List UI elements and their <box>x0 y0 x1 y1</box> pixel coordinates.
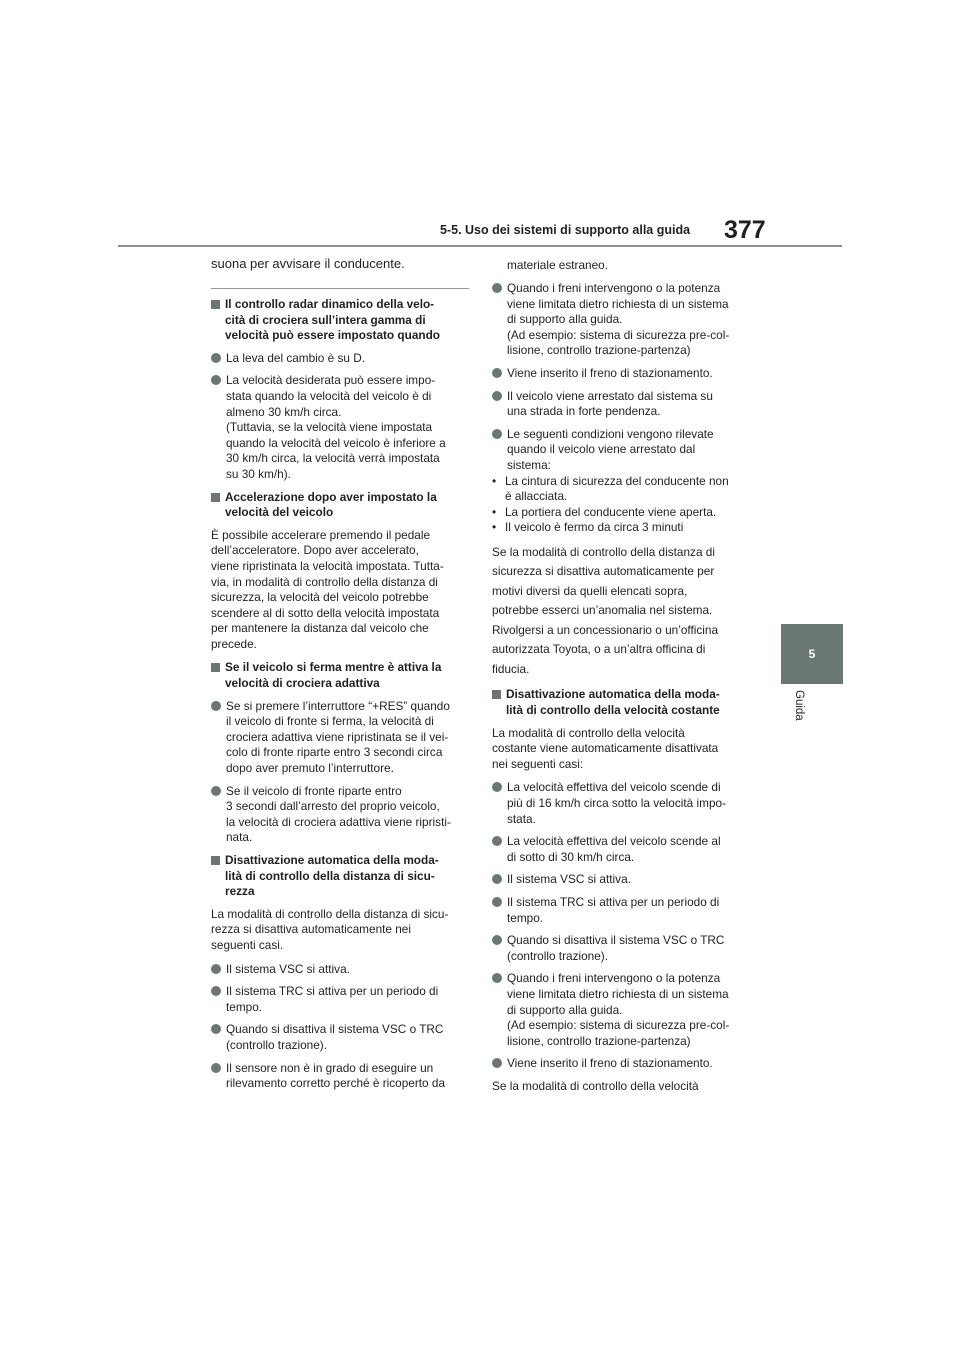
bullet-item <box>492 366 750 382</box>
chapter-tab[interactable]: 5 <box>781 624 843 684</box>
text-line: su 30 km/h). <box>226 466 291 481</box>
sub-list-item <box>492 505 750 521</box>
text-line: Viene inserito il freno di stazionamento. <box>507 1056 713 1071</box>
bullet-item <box>211 962 469 978</box>
bullet-dot-icon <box>492 935 502 945</box>
square-marker-icon <box>211 856 220 865</box>
text-line: per mantenere la distanza dal veicolo che <box>211 621 429 636</box>
text-line: precede. <box>211 636 257 651</box>
bullet-dot-icon <box>492 391 502 401</box>
text-line: di supporto alla guida. <box>507 312 623 327</box>
text-line: stata. <box>507 811 536 826</box>
text-line: tempo. <box>507 910 544 925</box>
bullet-dot-icon <box>492 782 502 792</box>
bullet-item <box>211 1061 469 1092</box>
text-line: una strada in forte pendenza. <box>507 404 661 419</box>
bullet-item <box>211 351 469 367</box>
paragraph <box>492 1079 750 1095</box>
sub-bullet-mark: • <box>492 520 497 535</box>
heading <box>492 687 750 718</box>
heading <box>211 660 469 691</box>
text-line: nata. <box>226 830 253 845</box>
bullet-dot-icon <box>492 874 502 884</box>
bullet-dot-icon <box>211 1024 221 1034</box>
text-line: La cintura di sicurezza del conducente non <box>505 473 729 488</box>
bullet-dot-icon <box>211 986 221 996</box>
text-line: rezza <box>225 884 255 899</box>
text-line: viene ripristinata la velocità impostata. Tutta- <box>211 558 444 573</box>
bullet-item <box>211 699 469 777</box>
text-line: sicurezza, la velocità del veicolo potrebbe <box>211 590 429 605</box>
text-line: la velocità di crociera adattiva viene ripristi- <box>226 814 451 829</box>
text-line: Il controllo radar dinamico della velo- <box>225 297 435 311</box>
text-line: Il sistema TRC si attiva per un periodo di <box>507 894 720 909</box>
text-line: potrebbe esserci un’anomalia nel sistema. <box>492 603 713 618</box>
bullet-dot-icon <box>492 897 502 907</box>
text-line: Rivolgersi a un concessionario o un’officina <box>492 622 719 637</box>
text-line: quando il veicolo viene arrestato dal <box>507 442 696 457</box>
text-line: di sotto di 30 km/h circa. <box>507 849 635 864</box>
text-line: Viene inserito il freno di stazionamento. <box>507 365 713 380</box>
text-line: Quando i freni intervengono o la potenza <box>507 281 721 295</box>
heading <box>211 853 469 900</box>
text-line: velocità può essere impostato quando <box>225 328 441 343</box>
text-line: cità di crociera sull’intera gamma di <box>225 312 426 327</box>
bullet-item <box>492 895 750 926</box>
text-line: 3 secondi dall’arresto del proprio veicolo, <box>226 799 440 814</box>
text-line: Il sistema VSC si attiva. <box>507 872 631 887</box>
bullet-dot-icon <box>492 836 502 846</box>
text-line: Quando si disattiva il sistema VSC o TRC <box>226 1022 444 1037</box>
bullet-item <box>492 780 750 827</box>
text-line: costante viene automaticamente disattivata <box>492 741 719 756</box>
text-line: crociera adattiva viene ripristinata se il vei- <box>226 729 449 744</box>
text-line: di supporto alla guida. <box>507 1002 623 1017</box>
text-line: lità di controllo della velocità costante <box>506 703 720 717</box>
bullet-item <box>492 427 750 474</box>
bullet-item <box>492 389 750 420</box>
text-line: dopo aver premuto l’interruttore. <box>226 761 394 776</box>
text-line: motivi diversi da quelli elencati sopra, <box>492 583 688 598</box>
paragraph <box>211 528 469 653</box>
text-line: È possibile accelerare premendo il pedale <box>211 527 431 542</box>
text-line: Se si premere l’interruttore “+RES” quando <box>226 698 450 713</box>
square-marker-icon <box>211 300 220 309</box>
bullet-dot-icon <box>492 973 502 983</box>
bullet-item <box>492 933 750 964</box>
left-column <box>211 252 469 1099</box>
bullet-dot-icon <box>211 353 221 363</box>
text-line: rezza si disattiva automaticamente nei <box>211 922 411 937</box>
text-line: La portiera del conducente viene aperta. <box>505 504 717 519</box>
text-line: La velocità effettiva del veicolo scende al <box>507 834 721 849</box>
bullet-dot-icon <box>211 1063 221 1073</box>
square-marker-icon <box>492 690 501 699</box>
text-line: colo di fronte riparte entro 3 secondi circa <box>226 745 443 760</box>
bullet-dot-icon <box>211 375 221 385</box>
text-line: lisione, controllo trazione-partenza) <box>507 343 691 358</box>
text-line: Disattivazione automatica della moda- <box>225 853 439 867</box>
bullet-dot-icon <box>211 964 221 974</box>
bullet-item <box>492 971 750 1049</box>
text-line: sistema: <box>507 457 551 472</box>
text-line: fiducia. <box>492 661 530 676</box>
heading <box>211 297 469 344</box>
text-line: è allacciata. <box>505 489 568 504</box>
header-rule <box>118 245 842 247</box>
bullet-item <box>492 1056 750 1072</box>
bullet-item <box>211 784 469 846</box>
section-divider <box>211 288 469 289</box>
paragraph <box>211 907 469 954</box>
text-line: La modalità di controllo della distanza di sicu- <box>211 906 449 921</box>
bullet-dot-icon <box>211 786 221 796</box>
sub-bullet-mark: • <box>492 473 497 488</box>
bullet-item <box>492 834 750 865</box>
text-line: La velocità desiderata può essere impo- <box>226 373 436 388</box>
bullet-item <box>211 1022 469 1053</box>
text-line: velocità di crociera adattiva <box>225 676 380 691</box>
sub-list-item <box>492 520 750 536</box>
text-line: seguenti casi. <box>211 937 284 952</box>
chapter-label: Guida <box>793 690 805 721</box>
text-line: scendere al di sotto della velocità impostata <box>211 605 440 620</box>
continuation-text: materiale estraneo. <box>507 258 608 272</box>
text-line: La modalità di controllo della velocità <box>492 725 685 740</box>
bullet-dot-icon <box>492 283 502 293</box>
sub-bullet-mark: • <box>492 504 497 519</box>
text-line: Quando si disattiva il sistema VSC o TRC <box>507 933 725 948</box>
text-line: Il veicolo viene arrestato dal sistema su <box>507 388 713 403</box>
text-line: viene limitata dietro richiesta di un sistema <box>507 986 729 1001</box>
text-line: più di 16 km/h circa sotto la velocità impo- <box>507 795 726 810</box>
text-line: Il sistema VSC si attiva. <box>226 961 350 976</box>
paragraph <box>492 543 750 680</box>
text-line: viene limitata dietro richiesta di un sistema <box>507 296 729 311</box>
continuation-text: suona per avvisare il conducente. <box>211 256 405 271</box>
text-line: rilevamento corretto perché è ricoperto da <box>226 1076 446 1091</box>
text-line: lità di controllo della distanza di sicu- <box>225 868 435 883</box>
heading <box>211 490 469 521</box>
text-line: Il sensore non è in grado di eseguire un <box>226 1060 434 1075</box>
text-line: (Tuttavia, se la velocità viene impostata <box>226 420 433 435</box>
text-line: Se la modalità di controllo della velocità <box>492 1078 699 1093</box>
text-line: tempo. <box>226 999 263 1014</box>
text-line: (Ad esempio: sistema di sicurezza pre-col- <box>507 327 730 342</box>
text-line: Le seguenti condizioni vengono rilevate <box>507 426 714 441</box>
section-title: 5-5. Uso dei sistemi di supporto alla guida <box>440 223 691 237</box>
text-line: Se il veicolo di fronte riparte entro <box>226 783 402 798</box>
text-line: nei seguenti casi: <box>492 756 584 771</box>
square-marker-icon <box>211 663 220 672</box>
text-line: velocità del veicolo <box>225 505 334 520</box>
bullet-item <box>492 872 750 888</box>
text-line: stata quando la velocità del veicolo è di <box>226 388 432 403</box>
text-line: almeno 30 km/h circa. <box>226 404 342 419</box>
bullet-item <box>211 984 469 1015</box>
text-line: La leva del cambio è su D. <box>226 350 366 365</box>
text-line: Disattivazione automatica della moda- <box>506 687 720 702</box>
text-line: Il sistema TRC si attiva per un periodo di <box>226 984 439 999</box>
bullet-item <box>211 373 469 482</box>
bullet-dot-icon <box>492 368 502 378</box>
text-line: Il veicolo è fermo da circa 3 minuti <box>505 520 684 535</box>
text-line: sicurezza si disattiva automaticamente per <box>492 564 715 579</box>
text-line: il veicolo di fronte si ferma, la velocità di <box>226 714 434 729</box>
text-line: quando la velocità del veicolo è inferiore a <box>226 435 446 450</box>
text-line: 30 km/h circa, la velocità verrà impostata <box>226 451 440 466</box>
bullet-item <box>492 281 750 359</box>
bullet-dot-icon <box>211 701 221 711</box>
paragraph <box>492 726 750 773</box>
sub-list <box>492 474 750 536</box>
bullet-dot-icon <box>492 429 502 439</box>
text-line: lisione, controllo trazione-partenza) <box>507 1033 691 1048</box>
bullet-dot-icon <box>492 1058 502 1068</box>
text-line: via, in modalità di controllo della distanza di <box>211 574 438 589</box>
text-line: Quando i freni intervengono o la potenza <box>507 971 721 986</box>
text-line: (controllo trazione). <box>226 1037 327 1052</box>
right-column <box>492 252 750 1102</box>
square-marker-icon <box>211 493 220 502</box>
text-line: La velocità effettiva del veicolo scende di <box>507 780 721 795</box>
page-number: 377 <box>724 216 766 244</box>
sub-list-item <box>492 474 750 505</box>
text-line: (Ad esempio: sistema di sicurezza pre-col- <box>507 1018 730 1033</box>
text-line: (controllo trazione). <box>507 948 608 963</box>
text-line: Se la modalità di controllo della distanza di <box>492 544 715 559</box>
text-line: dell’acceleratore. Dopo aver accelerato, <box>211 543 419 558</box>
text-line: Se il veicolo si ferma mentre è attiva la <box>225 660 442 675</box>
text-line: Accelerazione dopo aver impostato la <box>225 489 437 504</box>
text-line: autorizzata Toyota, o a un’altra officina di <box>492 642 706 657</box>
